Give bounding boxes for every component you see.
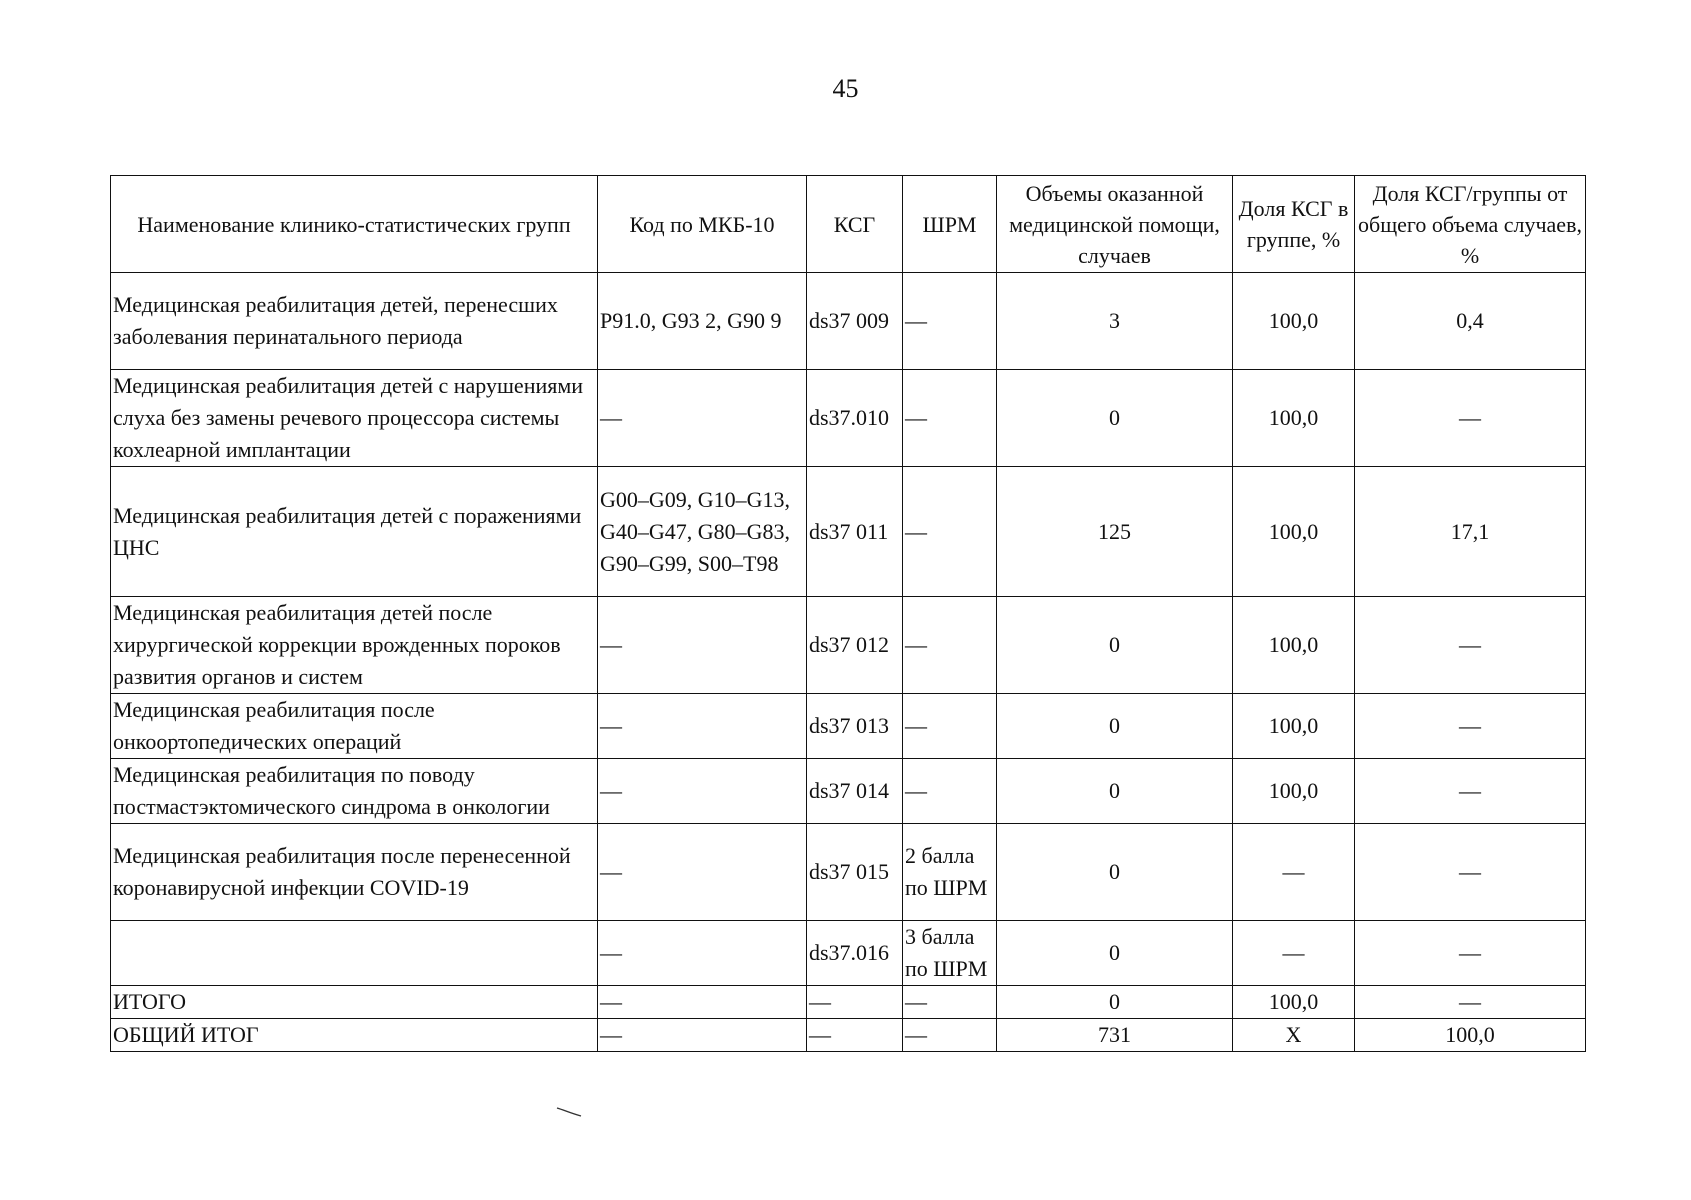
cell-shrm: — bbox=[903, 759, 997, 824]
table-row bbox=[111, 921, 1586, 986]
table-header-row bbox=[111, 176, 1586, 273]
pen-mark bbox=[556, 1106, 582, 1118]
header-mkb: Код по МКБ-10 bbox=[598, 176, 807, 273]
cell-ksg: ds37 011 bbox=[807, 467, 903, 597]
cell-share-group: 100,0 bbox=[1233, 759, 1355, 824]
cell-share-group: 100,0 bbox=[1233, 273, 1355, 370]
cell-volume: 0 bbox=[997, 921, 1233, 986]
table-row-grand-total bbox=[111, 1019, 1586, 1052]
cell-shrm: — bbox=[903, 1019, 997, 1052]
cell-share-total: — bbox=[1355, 759, 1586, 824]
cell-name: Медицинская реабилитация по поводу постмастэктомического синдрома в онкологии bbox=[111, 759, 598, 824]
cell-volume: 0 bbox=[997, 759, 1233, 824]
cell-share-total: 0,4 bbox=[1355, 273, 1586, 370]
cell-share-total: — bbox=[1355, 986, 1586, 1019]
cell-name bbox=[111, 921, 598, 986]
cell-share-total: — bbox=[1355, 824, 1586, 921]
cell-ksg: ds37 014 bbox=[807, 759, 903, 824]
cell-share-group: 100,0 bbox=[1233, 370, 1355, 467]
table-row bbox=[111, 824, 1586, 921]
cell-ksg: ds37 009 bbox=[807, 273, 903, 370]
cell-share-group: 100,0 bbox=[1233, 597, 1355, 694]
cell-ksg: ds37 013 bbox=[807, 694, 903, 759]
page-number: 45 bbox=[832, 74, 859, 103]
cell-shrm: — bbox=[903, 467, 997, 597]
cell-volume: 125 bbox=[997, 467, 1233, 597]
cell-shrm: — bbox=[903, 694, 997, 759]
cell-shrm: — bbox=[903, 273, 997, 370]
cell-shrm: 2 балла по ШРМ bbox=[903, 824, 997, 921]
cell-mkb: — bbox=[598, 921, 807, 986]
cell-name: Медицинская реабилитация детей после хирургической коррекции врожденных пороков развития органов и систем bbox=[111, 597, 598, 694]
header-name: Наименование клинико-статистических групп bbox=[111, 176, 598, 273]
cell-name: Медицинская реабилитация детей, перенесших заболевания перинатального периода bbox=[111, 273, 598, 370]
cell-ksg: ds37.010 bbox=[807, 370, 903, 467]
cell-share-total: — bbox=[1355, 694, 1586, 759]
cell-name: ИТОГО bbox=[111, 986, 598, 1019]
cell-shrm: — bbox=[903, 370, 997, 467]
table-row bbox=[111, 759, 1586, 824]
cell-share-total: — bbox=[1355, 921, 1586, 986]
cell-name: Медицинская реабилитация после онкоортопедических операций bbox=[111, 694, 598, 759]
cell-share-total: 100,0 bbox=[1355, 1019, 1586, 1052]
header-shrm: ШРМ bbox=[903, 176, 997, 273]
cell-mkb: — bbox=[598, 986, 807, 1019]
cell-share-group: Х bbox=[1233, 1019, 1355, 1052]
cell-share-total: 17,1 bbox=[1355, 467, 1586, 597]
cell-mkb: P91.0, G93 2, G90 9 bbox=[598, 273, 807, 370]
cell-shrm: — bbox=[903, 986, 997, 1019]
cell-volume: 0 bbox=[997, 597, 1233, 694]
cell-ksg: — bbox=[807, 1019, 903, 1052]
cell-share-group: — bbox=[1233, 921, 1355, 986]
cell-name: Медицинская реабилитация после перенесенной коронавирусной инфекции COVID-19 bbox=[111, 824, 598, 921]
cell-volume: 731 bbox=[997, 1019, 1233, 1052]
cell-shrm: — bbox=[903, 597, 997, 694]
table-row bbox=[111, 273, 1586, 370]
ksg-table bbox=[110, 175, 1586, 1052]
cell-mkb: — bbox=[598, 370, 807, 467]
table-row bbox=[111, 467, 1586, 597]
cell-mkb: — bbox=[598, 694, 807, 759]
cell-share-total: — bbox=[1355, 370, 1586, 467]
table-row bbox=[111, 370, 1586, 467]
cell-share-group: 100,0 bbox=[1233, 986, 1355, 1019]
cell-share-group: — bbox=[1233, 824, 1355, 921]
header-volume: Объемы оказанной медицинской помощи, случаев bbox=[997, 176, 1233, 273]
cell-ksg: — bbox=[807, 986, 903, 1019]
table-row bbox=[111, 597, 1586, 694]
cell-ksg: ds37.016 bbox=[807, 921, 903, 986]
cell-shrm: 3 балла по ШРМ bbox=[903, 921, 997, 986]
cell-volume: 0 bbox=[997, 824, 1233, 921]
cell-ksg: ds37 012 bbox=[807, 597, 903, 694]
cell-volume: 0 bbox=[997, 370, 1233, 467]
cell-mkb: — bbox=[598, 824, 807, 921]
header-share-group: Доля КСГ в группе, % bbox=[1233, 176, 1355, 273]
cell-name: Медицинская реабилитация детей с поражениями ЦНС bbox=[111, 467, 598, 597]
cell-ksg: ds37 015 bbox=[807, 824, 903, 921]
cell-mkb: — bbox=[598, 597, 807, 694]
header-ksg: КСГ bbox=[807, 176, 903, 273]
cell-name: Медицинская реабилитация детей с нарушениями слуха без замены речевого процессора системы кохлеарной имплантации bbox=[111, 370, 598, 467]
cell-share-group: 100,0 bbox=[1233, 467, 1355, 597]
table-row-total bbox=[111, 986, 1586, 1019]
cell-share-group: 100,0 bbox=[1233, 694, 1355, 759]
cell-share-total: — bbox=[1355, 597, 1586, 694]
cell-volume: 3 bbox=[997, 273, 1233, 370]
cell-name: ОБЩИЙ ИТОГ bbox=[111, 1019, 598, 1052]
header-share-total: Доля КСГ/группы от общего объема случаев, % bbox=[1355, 176, 1586, 273]
cell-mkb: — bbox=[598, 1019, 807, 1052]
cell-volume: 0 bbox=[997, 694, 1233, 759]
table-row bbox=[111, 694, 1586, 759]
cell-mkb: — bbox=[598, 759, 807, 824]
cell-volume: 0 bbox=[997, 986, 1233, 1019]
cell-mkb: G00–G09, G10–G13, G40–G47, G80–G83, G90–G99, S00–T98 bbox=[598, 467, 807, 597]
